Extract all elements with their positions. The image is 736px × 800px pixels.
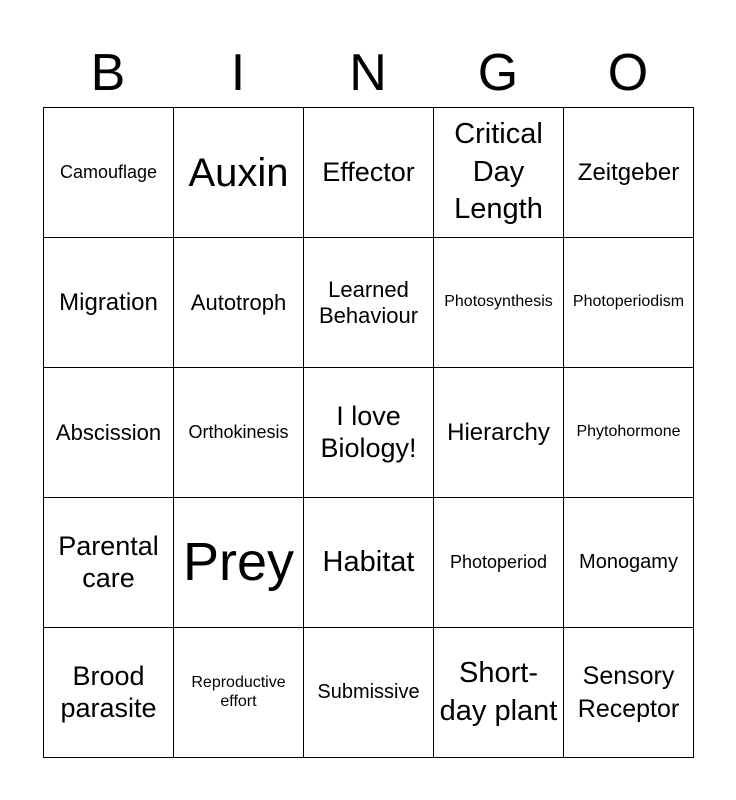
bingo-cell[interactable]: Photoperiodism: [564, 238, 694, 368]
bingo-cell[interactable]: Monogamy: [564, 498, 694, 628]
bingo-cell[interactable]: Parental care: [44, 498, 174, 628]
bingo-cell[interactable]: Orthokinesis: [174, 368, 304, 498]
bingo-cell[interactable]: Sensory Receptor: [564, 628, 694, 758]
bingo-cell[interactable]: Migration: [44, 238, 174, 368]
bingo-cell[interactable]: I love Biology!: [304, 368, 434, 498]
header-letter-i: I: [230, 44, 246, 102]
bingo-cell[interactable]: Critical Day Length: [434, 108, 564, 238]
header-letter-g: G: [477, 44, 519, 102]
bingo-card-grid: [43, 107, 694, 758]
header-letter-b: B: [90, 44, 126, 102]
bingo-cell[interactable]: Abscission: [44, 368, 174, 498]
bingo-header: [43, 40, 693, 106]
bingo-cell[interactable]: Submissive: [304, 628, 434, 758]
bingo-cell[interactable]: Learned Behaviour: [304, 238, 434, 368]
bingo-cell[interactable]: Phytohormone: [564, 368, 694, 498]
bingo-cell[interactable]: Photosynthesis: [434, 238, 564, 368]
bingo-cell[interactable]: Short-day plant: [434, 628, 564, 758]
bingo-cell[interactable]: Hierarchy: [434, 368, 564, 498]
header-letter-n: N: [349, 44, 387, 102]
bingo-cell[interactable]: Camouflage: [44, 108, 174, 238]
bingo-cell[interactable]: Effector: [304, 108, 434, 238]
bingo-cell[interactable]: Habitat: [304, 498, 434, 628]
bingo-cell[interactable]: Autotroph: [174, 238, 304, 368]
bingo-cell[interactable]: Brood parasite: [44, 628, 174, 758]
header-letter-o: O: [607, 44, 649, 102]
bingo-cell[interactable]: Photoperiod: [434, 498, 564, 628]
bingo-cell[interactable]: Reproductive effort: [174, 628, 304, 758]
bingo-cell[interactable]: Zeitgeber: [564, 108, 694, 238]
bingo-cell[interactable]: Prey: [174, 498, 304, 628]
bingo-cell[interactable]: Auxin: [174, 108, 304, 238]
